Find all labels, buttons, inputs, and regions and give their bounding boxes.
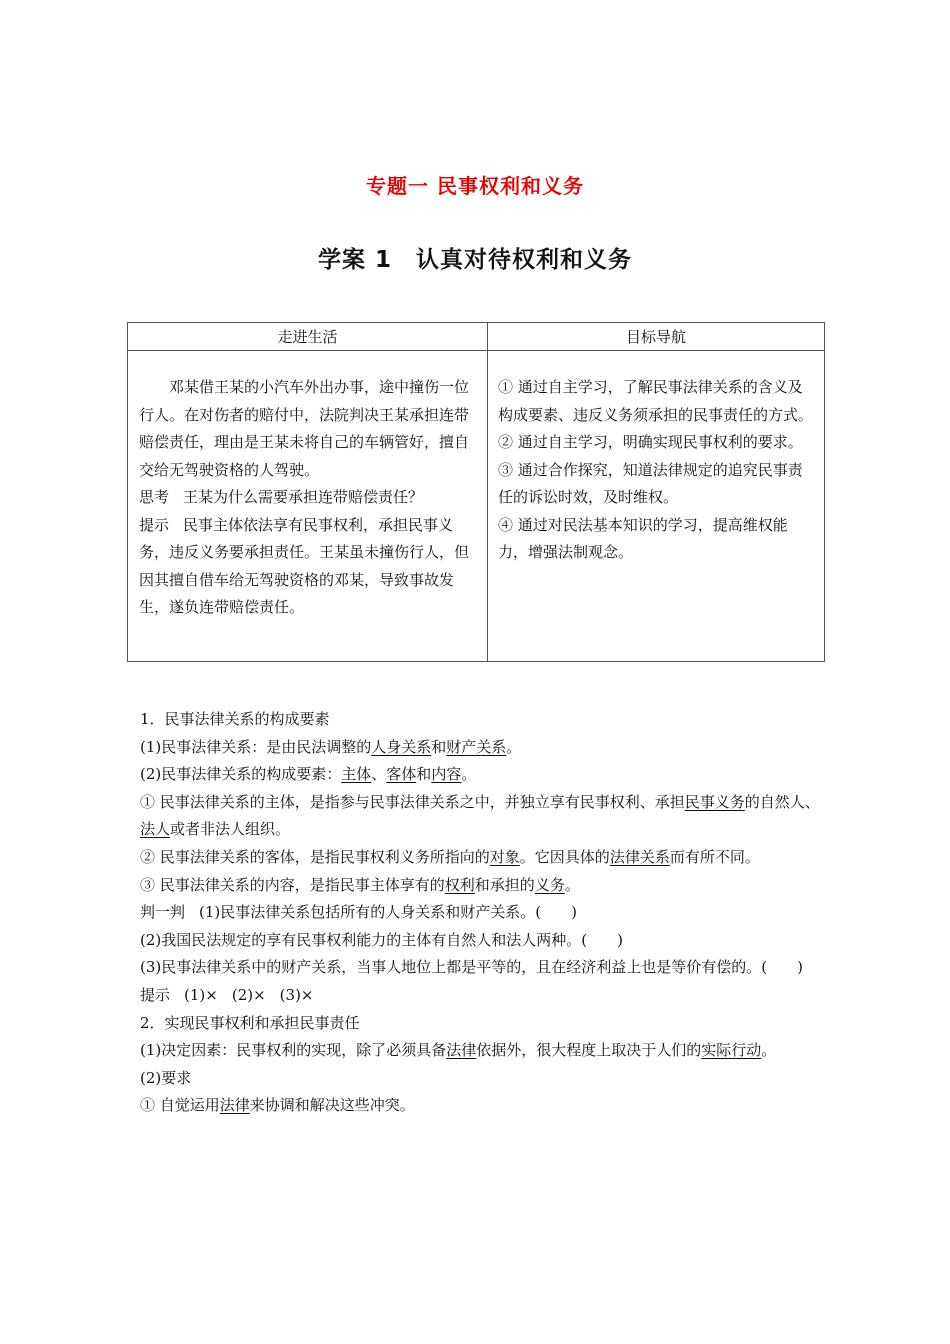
hint-line xyxy=(139,512,476,622)
goals-cell xyxy=(488,351,825,662)
lesson-name: 认真对待权利和义务 xyxy=(416,247,632,273)
topic-title: 专题一 民事权利和义务 xyxy=(366,174,584,198)
blank-answer: 对象 xyxy=(489,847,520,866)
intro-table xyxy=(127,322,825,662)
section1-para4: ② 民事法律关系的客体，是指民事权利义务所指向的对象。它因具体的法律关系而有所不同。 xyxy=(140,847,760,866)
blank-answer: 权利 xyxy=(444,875,475,894)
blank-answer: 法人 xyxy=(140,820,171,839)
section2-heading: 2．实现民事权利和承担民事责任 xyxy=(140,1013,360,1032)
think-label: 思考 xyxy=(139,488,170,506)
blank-answer: 客体 xyxy=(386,765,417,784)
blank-answer: 主体 xyxy=(341,765,372,784)
goals-column-header: 目标导航 xyxy=(488,323,825,351)
blank-answer: 法律关系 xyxy=(609,847,670,866)
judge-answers: 提示 (1)× (2)× (3)× xyxy=(140,985,314,1004)
goal-item: ④ 通过对民法基本知识的学习，提高维权能力，增强法制观念。 xyxy=(498,515,788,561)
section1-para2: (2)民事法律关系的构成要素：主体、客体和内容。 xyxy=(140,765,477,784)
section1-para1: (1)民事法律关系：是由民法调整的人身关系和财产关系。 xyxy=(140,737,522,756)
goal-item: ③ 通过合作探究，知道法律规定的追究民事责任的诉讼时效，及时维权。 xyxy=(498,460,803,506)
section2-para1: (1)决定因素：民事权利的实现，除了必须具备法律依据外，很大程度上取决于人们的实际行动。 xyxy=(140,1041,777,1060)
judge-item-3: (3)民事法律关系中的财产关系，当事人地位上都是平等的，且在经济利益上也是等价有偿的。( ) xyxy=(140,958,803,977)
answer-label: 提示 xyxy=(140,985,171,1004)
goal-item: ② 通过自主学习，明确实现民事权利的要求。 xyxy=(498,433,803,451)
section1-para3: ① 民事法律关系的主体，是指参与民事法律关系之中，并独立享有民事权利、承担民事义务的自然人、法人或者非法人组织。 xyxy=(140,792,820,839)
blank-answer: 实际行动 xyxy=(701,1041,762,1060)
goal-item: ① 通过自主学习，了解民事法律关系的含义及构成要素、违反义务须承担的民事责任的方式。 xyxy=(498,378,814,424)
think-question: 王某为什么需要承担连带赔偿责任？ xyxy=(183,488,424,506)
section2-para3: ① 自觉运用法律来协调和解决这些冲突。 xyxy=(140,1096,415,1115)
lesson-number: 学案 1 xyxy=(317,247,392,273)
main-content xyxy=(140,706,820,1120)
judge-item-2: (2)我国民法规定的享有民事权利能力的主体有自然人和法人两种。( ) xyxy=(140,930,623,949)
hint-label: 提示 xyxy=(139,515,170,534)
judge-item-1: 判一判 (1)民事法律关系包括所有的人身关系和财产关系。( ) xyxy=(140,903,577,922)
blank-answer: 人身关系 xyxy=(371,737,432,756)
blank-answer: 民事义务 xyxy=(684,792,745,811)
blank-answer: 内容 xyxy=(431,765,462,784)
life-cell xyxy=(128,351,488,662)
judge-label: 判一判 xyxy=(140,903,186,922)
life-column-header: 走进生活 xyxy=(128,323,488,351)
blank-answer: 义务 xyxy=(534,875,565,894)
blank-answer: 法律 xyxy=(219,1096,250,1115)
think-line xyxy=(139,484,476,512)
blank-answer: 财产关系 xyxy=(446,737,507,756)
blank-answer: 法律 xyxy=(446,1041,477,1060)
section1-para5: ③ 民事法律关系的内容，是指民事主体享有的权利和承担的义务。 xyxy=(140,875,580,894)
section1-heading: 1．民事法律关系的构成要素 xyxy=(140,710,330,728)
story-text: 邓某借王某的小汽车外出办事，途中撞伤一位行人。在对伤者的赔付中，法院判决王某承担连带赔偿责任，理由是王某未将自己的车辆管好，擅自交给无驾驶资格的人驾驶。 xyxy=(139,378,470,479)
lesson-title xyxy=(0,241,950,274)
section2-para2: (2)要求 xyxy=(140,1068,192,1087)
hint-answer: 民事主体依法享有民事权利，承担民事义务，违反义务要承担责任。王某虽未撞伤行人，但因其擅自借车给无驾驶资格的邓某，导致事故发生，遂负连带赔偿责任。 xyxy=(139,515,470,616)
